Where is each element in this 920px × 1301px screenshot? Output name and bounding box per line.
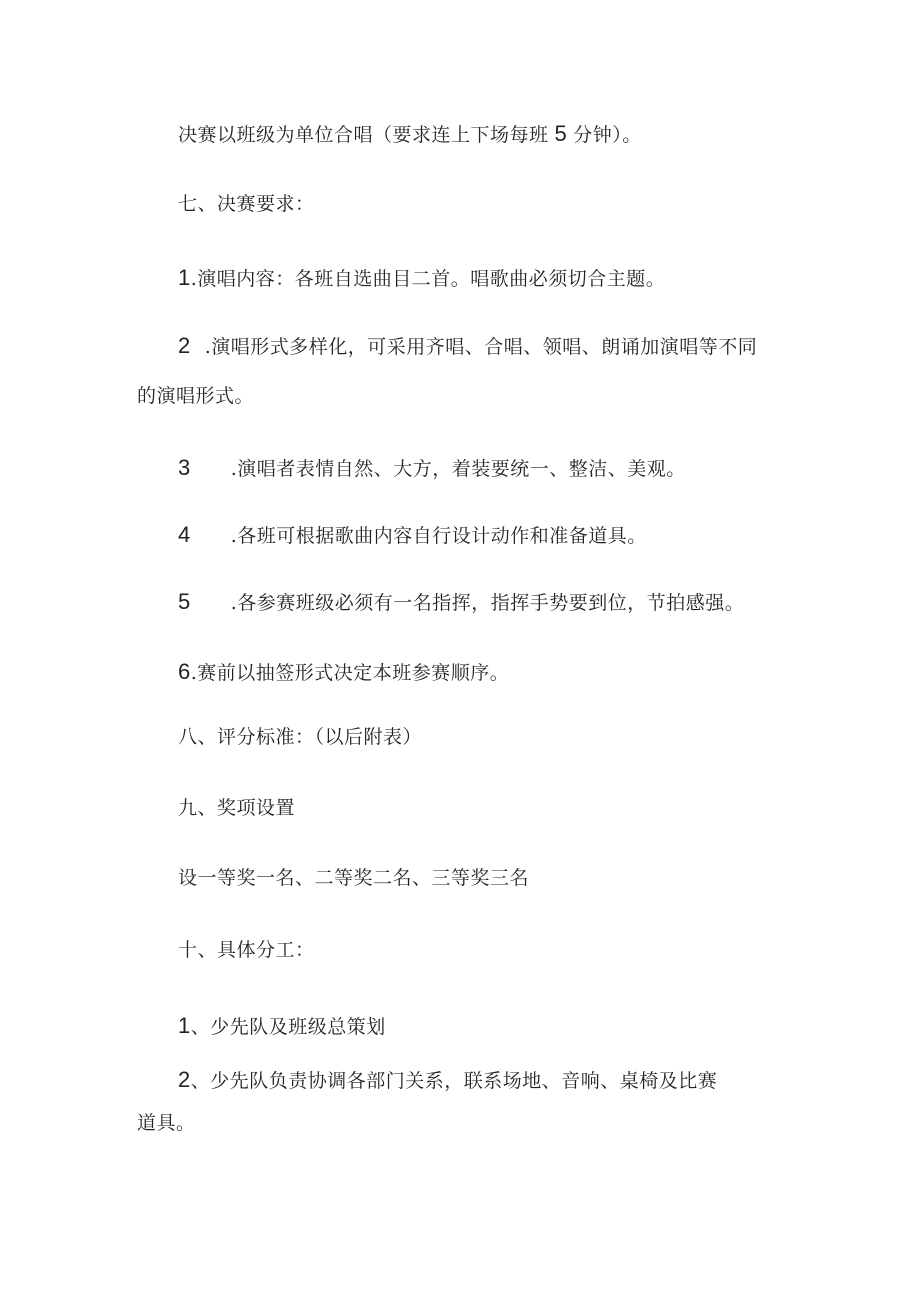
requirement-5: 5 .各参赛班级必须有一名指挥，指挥手势要到位，节拍感强。 <box>178 589 745 614</box>
section-9-heading: 九、奖项设置 <box>178 797 296 819</box>
item-number: 2 <box>178 1067 191 1092</box>
duty-1: 1、少先队及班级总策划 <box>178 1013 386 1038</box>
requirement-2: 2 .演唱形式多样化，可采用齐唱、合唱、领唱、朗诵加演唱等不同 <box>178 333 758 358</box>
item-number: 6 <box>178 659 191 684</box>
item-number: 2 <box>178 333 191 358</box>
duty-2-continuation: 道具。 <box>137 1112 196 1134</box>
requirement-6: 6.赛前以抽签形式决定本班参赛顺序。 <box>178 659 510 684</box>
item-number: 4 <box>178 522 191 547</box>
item-number: 1 <box>178 265 191 290</box>
item-number: 5 <box>178 589 191 614</box>
requirement-3: 3 .演唱者表情自然、大方，着装要统一、整洁、美观。 <box>178 455 686 480</box>
final-format-text: 决赛以班级为单位合唱（要求连上下场每班 5 分钟）。 <box>178 121 642 146</box>
section-8-heading: 八、评分标准：（以后附表） <box>178 726 423 748</box>
section-7-heading: 七、决赛要求： <box>178 193 315 215</box>
duty-2: 2、少先队负责协调各部门关系，联系场地、音响、桌椅及比赛 <box>178 1067 718 1092</box>
requirement-4: 4 .各班可根据歌曲内容自行设计动作和准备道具。 <box>178 522 647 547</box>
requirement-1: 1.演唱内容：各班自选曲目二首。唱歌曲必须切合主题。 <box>178 265 666 290</box>
item-number: 1 <box>178 1013 191 1038</box>
item-number: 3 <box>178 455 191 480</box>
awards-text: 设一等奖一名、二等奖二名、三等奖三名 <box>178 867 530 889</box>
section-10-heading: 十、具体分工： <box>178 939 315 961</box>
requirement-2-continuation: 的演唱形式。 <box>137 385 255 407</box>
minutes-number: 5 <box>554 121 568 146</box>
